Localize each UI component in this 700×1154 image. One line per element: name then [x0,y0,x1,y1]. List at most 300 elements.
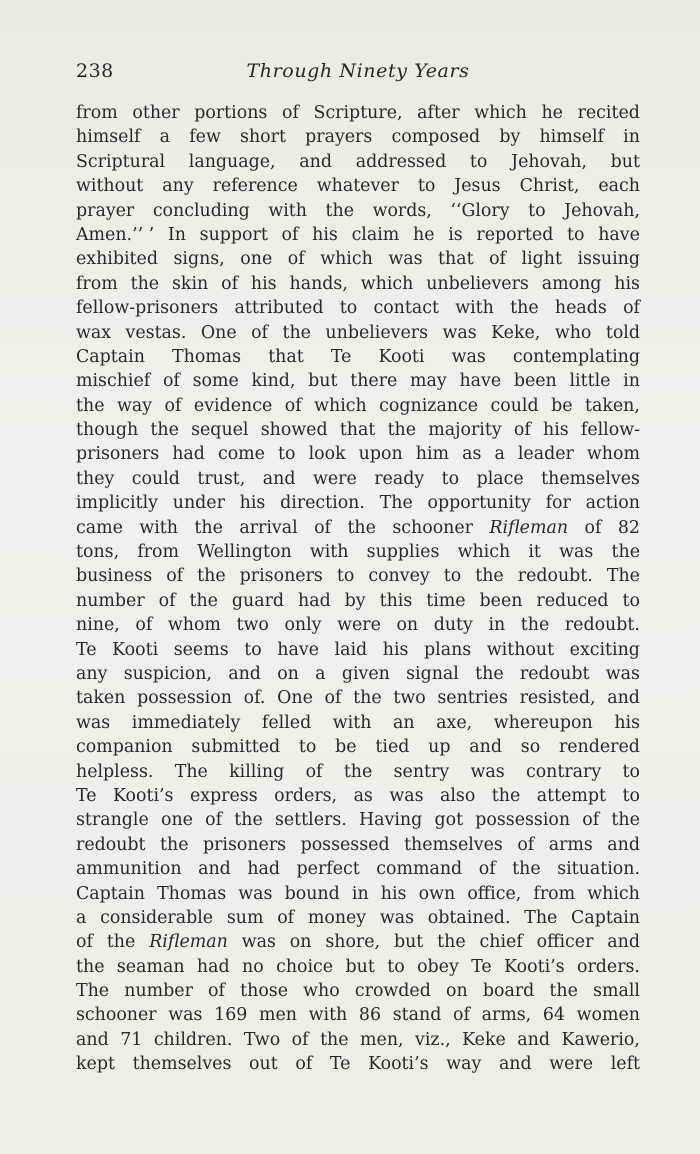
word: sentries [437,688,508,709]
word: office, [467,883,522,904]
word: men [258,1005,297,1026]
word: nine, [76,615,120,636]
word: other [132,103,180,123]
word: of [76,932,93,953]
word: with [139,517,178,538]
text-line [76,1028,640,1052]
text-line [76,467,640,491]
word: supplies [366,542,440,563]
word: short [240,127,286,148]
word: were [549,1054,594,1075]
word: was [559,542,594,563]
word: Captain [76,883,145,904]
word: look [308,444,346,465]
word: the [343,761,373,782]
word: way [116,395,153,416]
word: of [162,371,180,392]
word: contrary [525,761,602,782]
word: as [353,785,373,806]
word: of [291,1029,309,1050]
word: to [567,224,585,245]
word: have [459,371,502,392]
word: hands, [289,273,348,294]
word: officer [536,932,594,953]
word: on [289,932,312,953]
word: contact [373,298,439,319]
word: small [593,981,640,1002]
word: The [606,566,640,587]
word: they [76,468,115,489]
word: arrival [239,517,298,538]
word: Thomas [172,346,242,367]
word: possession [475,810,571,831]
word: on [396,615,419,636]
word: and [607,688,640,709]
word: be [551,395,573,416]
word: Captain [571,907,640,928]
text-line [76,857,640,881]
word: one [160,810,193,831]
word: by [499,127,521,148]
word: words, [372,200,432,221]
word: the [549,981,578,1002]
word: tied [375,737,410,758]
word: no [242,956,264,977]
word: resisted, [519,688,596,709]
word: his [312,224,338,245]
word: by [344,590,366,611]
page-number: 238 [76,60,114,82]
text-line [76,760,640,784]
word: his [239,493,266,514]
word: is [448,224,463,245]
word: to [278,444,296,465]
word: settlers. [274,810,347,831]
word: from [76,273,118,294]
word: taken [76,688,126,709]
word: Kooti’s [113,785,174,806]
word: mischief [76,371,151,392]
word: only [284,615,322,636]
word: been [513,371,557,392]
text-line [76,516,640,540]
word: themselves [541,468,640,489]
word: redoubt [76,834,146,855]
word: action [585,493,640,514]
word: had [172,444,205,465]
word: have [277,639,319,660]
word: Te [329,1054,351,1075]
word: 86 [358,1005,382,1026]
word: was [442,322,477,343]
word: exciting [569,639,640,660]
word: from [137,542,180,563]
word: In [167,224,186,245]
word: to [622,785,640,806]
word: fellow-prisoners [76,298,219,319]
word: which [587,883,640,904]
word: in [623,127,640,148]
word: suspicion, [123,663,212,684]
word: cognizance [379,395,479,416]
word: the [325,200,355,221]
word: of [453,1005,470,1026]
word: of [166,566,184,587]
text-line [76,564,640,588]
word: reference [212,176,298,197]
word: of [287,249,305,270]
word: was [470,761,505,782]
word: shore, [325,932,381,953]
word: prisoners [239,566,323,587]
word: the [611,542,640,563]
word: the [475,566,504,587]
text-line [76,321,640,345]
text-line [76,1003,640,1027]
text-line [76,662,640,686]
word: Amen.’’ ’ [76,224,155,245]
word: light [521,249,562,270]
text-line [76,442,640,466]
word: his [380,883,407,904]
word: the [353,688,382,709]
word: which [457,542,511,563]
word: skin [171,273,209,294]
word: on [277,663,299,684]
word: Kooti’s [504,956,565,977]
word: the [282,322,311,343]
word: could [131,468,180,489]
word: women [576,1005,640,1026]
word: board [482,981,535,1002]
word: have [598,224,640,245]
text-line [76,223,640,247]
word: but [393,932,424,953]
word: to [622,761,640,782]
word: themselves [404,834,503,855]
word: prisoners [202,834,287,855]
word: language, [188,151,276,172]
word: duty [433,615,473,636]
word: little [569,371,611,392]
word: his [614,273,640,294]
word: a [76,907,87,928]
word: the [475,663,504,684]
word: of [251,322,268,343]
word: of [277,907,295,928]
word: men, [360,1029,404,1050]
word: 71 [120,1029,143,1050]
text-line [76,686,640,710]
word: the [160,834,189,855]
word: redoubt. [517,566,593,587]
word: redoubt [519,663,590,684]
word: kind, [251,371,296,392]
word: bound [284,883,340,904]
word: to [339,298,358,319]
word: and [498,1054,532,1075]
word: of [158,590,176,611]
word: trust, [197,468,246,489]
word: unbelievers [426,273,529,294]
word: orders, [274,785,338,806]
word: express [189,785,258,806]
word: with [309,542,349,563]
word: his [543,420,569,441]
word: the [437,932,466,953]
word: given [341,663,390,684]
word: and [198,859,231,880]
word: convey [368,566,430,587]
text-line [76,711,640,735]
word: there [350,371,398,392]
word: of [205,810,223,831]
word: told [605,322,640,343]
word: this [379,590,413,611]
word: number [124,981,193,1002]
word: was [389,785,424,806]
word: Christ, [519,176,580,197]
word: of [517,834,535,855]
word: issuing [577,249,640,270]
word: strangle [76,810,149,831]
word: ready [374,468,425,489]
word: left [610,1054,640,1075]
word: kept [76,1054,115,1075]
word: Te [76,639,97,660]
word: Captain [76,346,145,367]
word: plans [424,639,472,660]
word: to [622,590,640,611]
word: though [76,420,139,441]
word: some [192,371,239,392]
word: 64 [542,1005,565,1026]
word: unbelievers [325,322,429,343]
word: was [388,249,423,270]
word: the [320,1029,349,1050]
word: showed [260,420,328,441]
word: got [434,810,464,831]
word: sentry [393,761,450,782]
word: two [393,688,426,709]
word: those [240,981,289,1002]
word: immediately [131,712,241,733]
word: a [159,127,171,148]
word: to [441,468,460,489]
word: among [541,273,602,294]
word: Scriptural [76,151,166,172]
word: out [249,1054,278,1075]
word: possession [137,688,232,709]
word: who [303,981,340,1002]
word: Keke, [491,322,541,343]
word: considerable [100,907,214,928]
word: Scripture, [313,103,403,123]
word: perfect [296,859,360,880]
word: were [312,468,357,489]
word: the [520,615,550,636]
word: the [150,420,179,441]
word: but [308,371,338,392]
word: on [446,981,468,1002]
text-line [76,272,640,296]
word: in [351,883,369,904]
word: any [76,663,108,684]
word: arms, [481,1005,532,1026]
word: his [250,273,277,294]
text-line [76,418,640,442]
word: but [345,956,375,977]
word: heads [554,298,607,319]
word: any [162,176,194,197]
word: own [418,883,456,904]
text-line [76,125,640,149]
word: the [197,566,226,587]
word: implicitly [76,493,158,514]
word: the [130,273,160,294]
word: had [247,859,281,880]
page-header [76,60,640,88]
word: come [217,444,265,465]
word: felled [261,712,312,733]
text-line [76,150,640,174]
word: was [241,932,276,953]
text-line [76,979,640,1003]
word: money [307,907,367,928]
word: the [491,785,521,806]
word: Two [243,1029,281,1050]
word: Having [359,810,423,831]
word: of [489,249,506,270]
text-line [76,638,640,662]
word: whom [167,615,221,636]
word: under [172,493,225,514]
word: number [76,590,145,611]
word: could [490,395,539,416]
word: a [315,663,326,684]
word: command [376,859,463,880]
word: may [410,371,447,392]
word: reduced [536,590,609,611]
word: Rifleman [149,932,228,953]
word: One [200,322,237,343]
word: of [208,981,225,1002]
word: of [314,517,331,538]
word: with [308,1005,348,1026]
word: schooner [76,1005,157,1026]
word: be [335,737,357,758]
word: The [76,981,110,1002]
word: Keke [462,1029,506,1050]
word: his [382,639,409,660]
word: guard [231,590,285,611]
word: recited [577,103,640,123]
word: himself [539,127,604,148]
word: wax [76,322,112,343]
running-title: Through Ninety Years [246,60,470,82]
word: was [168,1005,203,1026]
word: seems [173,639,229,660]
word: companion [76,737,173,758]
text-line [76,540,640,564]
word: two [236,615,269,636]
word: attempt [536,785,606,806]
word: that [339,420,376,441]
word: to [417,176,436,197]
word: he [413,224,435,245]
text-line [76,589,640,613]
word: and [299,151,332,172]
word: sequel [191,420,249,441]
word: the [611,810,640,831]
word: The [379,493,413,514]
word: a [494,444,505,465]
word: in [488,615,506,636]
word: and [517,1029,550,1050]
word: claim [351,224,400,245]
text-line [76,101,640,125]
word: the [189,590,218,611]
word: signs, [173,249,225,270]
word: The [174,761,208,782]
word: The [524,907,558,928]
word: prayers [305,127,373,148]
word: without [486,639,555,660]
word: of [281,224,299,245]
word: the [387,420,417,441]
word: submitted [191,737,281,758]
word: he [541,103,563,123]
word: with [455,298,494,319]
word: way [446,1054,482,1075]
word: ‘‘Glory [450,200,510,221]
word: Kooti’s [368,1054,429,1075]
word: were [337,615,381,636]
word: from [76,103,118,123]
word: Kooti [378,346,425,367]
word: concluding [152,200,250,221]
word: Kooti [112,639,159,660]
word: laid [334,639,368,660]
text-line [76,199,640,223]
word: fellow- [580,420,640,441]
word: vestas. [125,322,187,343]
word: tons, [76,542,120,563]
word: obtained. [427,907,511,928]
word: the [106,932,136,953]
text-line [76,247,640,271]
word: Te [471,956,492,977]
word: and [469,737,502,758]
text-line [76,174,640,198]
word: which [474,103,527,123]
word: of [221,273,239,294]
word: the [76,956,105,977]
word: children. [153,1029,233,1050]
word: was [238,883,273,904]
word: attributed [234,298,324,319]
word: Te [330,346,352,367]
text-line [76,491,640,515]
word: opportunity [427,493,531,514]
word: was [451,346,486,367]
word: came [76,517,123,538]
word: so [520,737,541,758]
word: Jehovah, [564,200,640,221]
word: the [510,298,539,319]
text-line [76,906,640,930]
word: that [268,346,304,367]
